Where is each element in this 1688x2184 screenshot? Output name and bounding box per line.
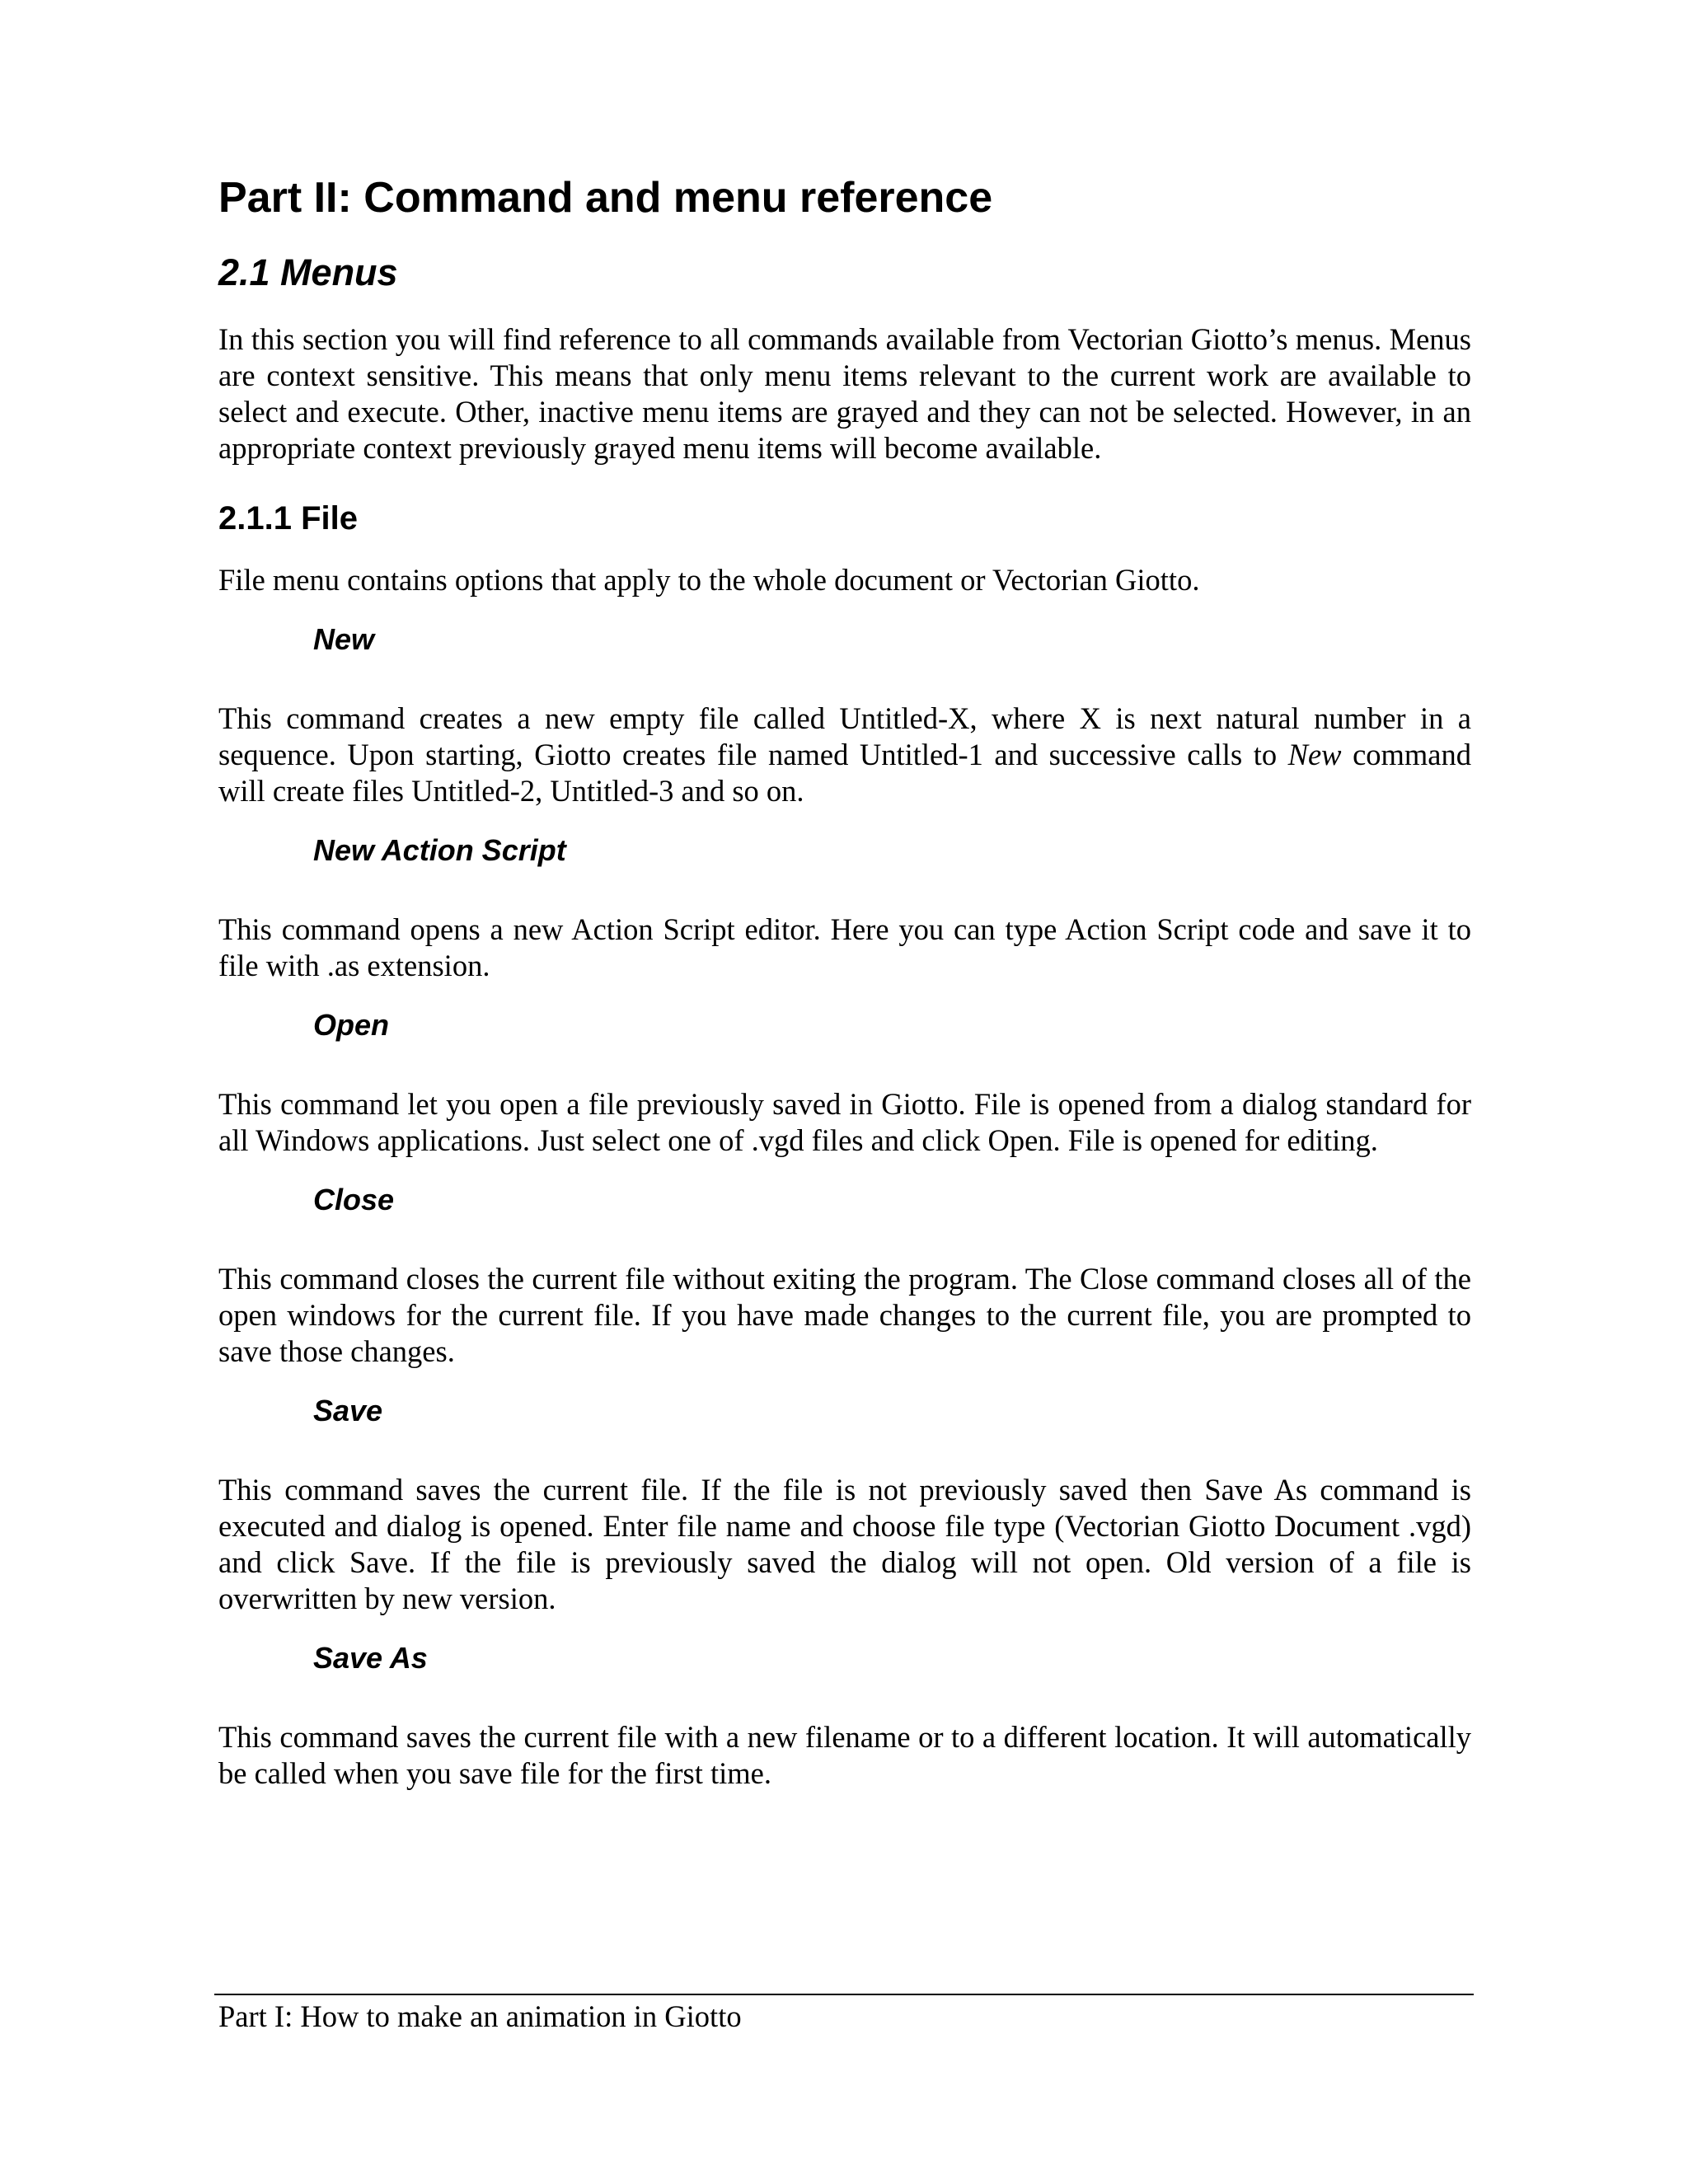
command-description-new <box>218 701 1471 809</box>
command-title-new: New <box>313 622 375 656</box>
command-description-save: This command saves the current file. If the file is not previously saved then Save As command is executed and dialog is opened. Enter file name and choose file type (Vectorian Giotto Document .vgd) and click Save. If the file is previously saved the dialog will not open. Old version of a file is overwritten by new version. <box>218 1473 1471 1615</box>
command-title-close: Close <box>313 1183 395 1216</box>
command-description-save-as: This command saves the current file with a new filename or to a different location. It will automatically be called when you save file for the first time. <box>218 1720 1471 1790</box>
part-title: Part II: Command and menu reference <box>218 174 993 222</box>
command-title-save: Save <box>313 1394 383 1427</box>
subsection-intro-paragraph: File menu contains options that apply to the whole document or Vectorian Giotto. <box>218 563 1200 597</box>
command-title-open: Open <box>313 1008 390 1042</box>
command-description-new-part-2: command will create files Untitled-2, Untitled-3 and so on. <box>218 738 1472 808</box>
command-description-new-action-script: This command opens a new Action Script editor. Here you can type Action Script code and save it to file with .as extension. <box>218 912 1471 982</box>
subsection-title: 2.1.1 File <box>218 500 358 537</box>
page-content <box>218 173 1471 1792</box>
footer-divider <box>214 1994 1474 1995</box>
section-intro-paragraph: In this section you will find reference to all commands available from Vectorian Giotto’s menus. Menus are context sensitive. This means that only menu items relevant to the current work are available to select and execute. Other, inactive menu items are grayed and they can not be selected. However, in an appropriate context previously grayed menu items will become available. <box>218 322 1471 465</box>
command-description-open: This command let you open a file previously saved in Giotto. File is opened from a dialog standard for all Windows applications. Just select one of .vgd files and click Open. File is opened for editing. <box>218 1087 1471 1157</box>
command-description-new-emphasis: New <box>1287 738 1342 771</box>
command-title-new-action-script: New Action Script <box>313 833 566 867</box>
footer-text: Part I: How to make an animation in Giotto <box>218 1999 742 2033</box>
command-description-new-part-1: This command creates a new empty file called Untitled-X, where X is next natural number in a sequence. Upon starting, Giotto creates file named Untitled-1 and successive calls to <box>218 701 1471 771</box>
page-footer <box>214 1994 1474 2035</box>
section-title: 2.1 Menus <box>218 251 398 293</box>
command-title-save-as: Save As <box>313 1641 428 1675</box>
command-description-close: This command closes the current file without exiting the program. The Close command closes all of the open windows for the current file. If you have made changes to the current file, you are prompted to save those changes. <box>218 1262 1471 1368</box>
